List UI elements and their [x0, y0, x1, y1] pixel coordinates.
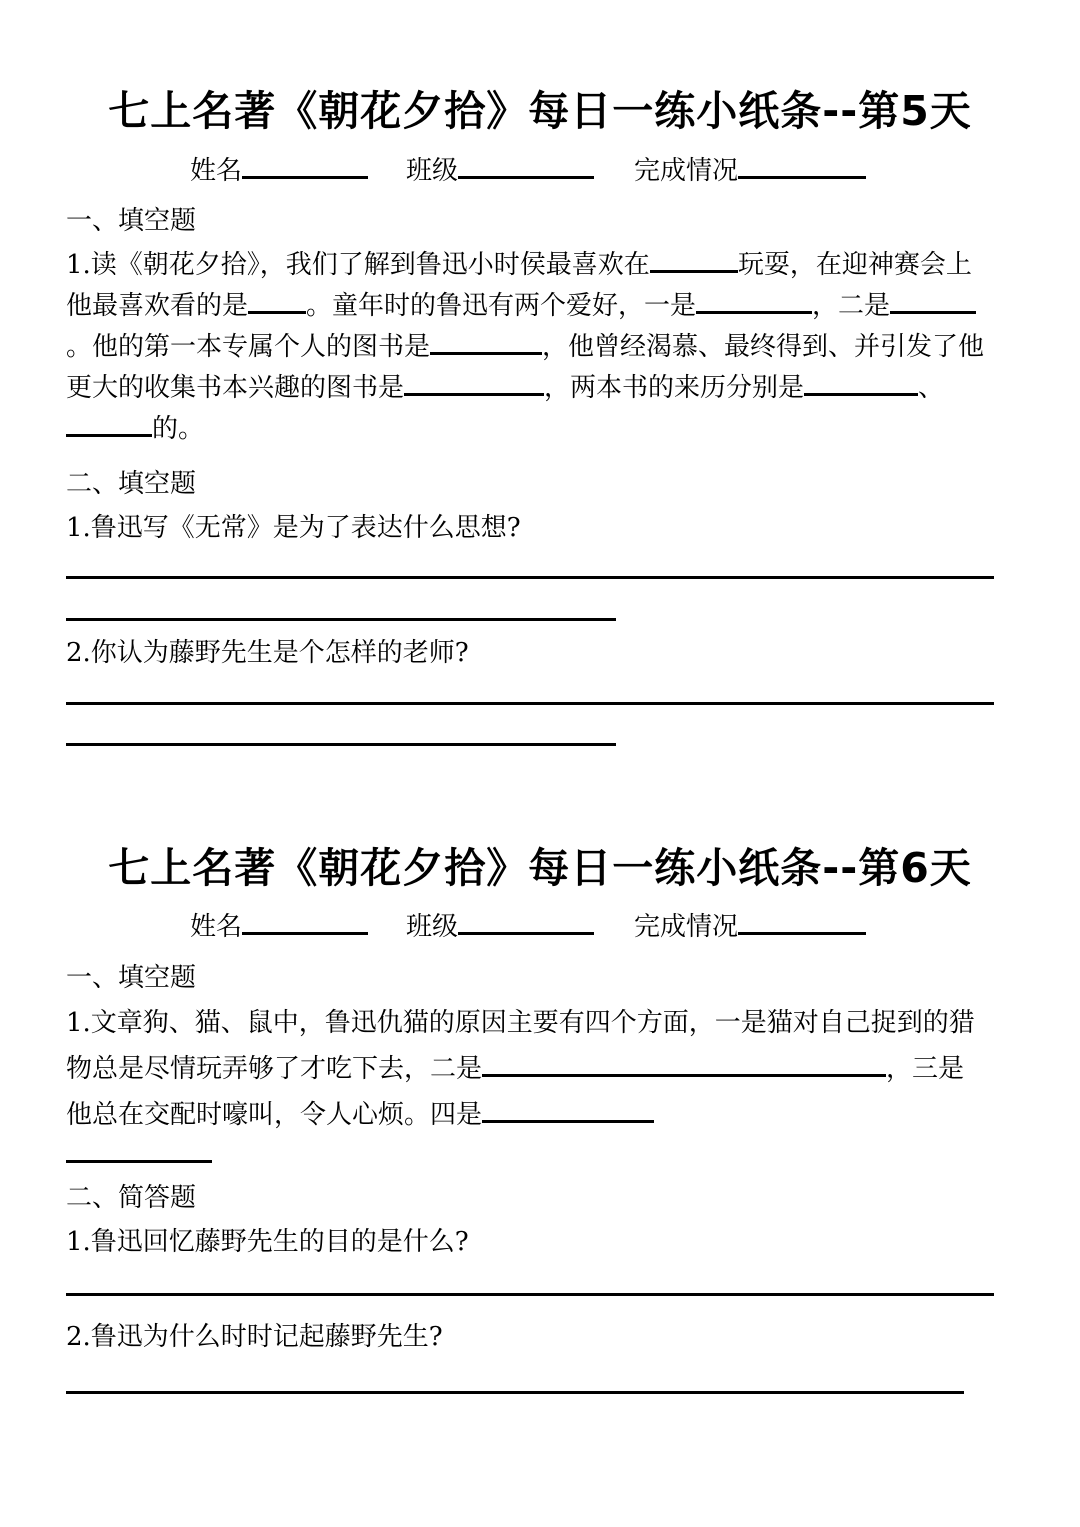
answer-line[interactable]: [66, 1160, 212, 1163]
q1-blank-reason2b[interactable]: [744, 1052, 886, 1077]
q1-text: 1.读《朝花夕拾》，我们了解到鲁迅小时侯最喜欢在: [66, 250, 650, 280]
sheet1-section2-heading: 二、填空题: [66, 469, 197, 499]
q1-blank-origin1[interactable]: [804, 371, 918, 396]
q1-blank-hobby1[interactable]: [696, 289, 754, 314]
q1-text: 。童年时的鲁迅有两个爱好，一是: [306, 291, 697, 321]
q1-text: 。他的第一本专属个人的图书是: [66, 332, 431, 362]
sheet2-status-field[interactable]: [634, 906, 866, 943]
name-label: 姓名: [190, 912, 243, 942]
q1-text: 玩耍，在迎神赛会上他最喜欢看的是: [66, 250, 972, 321]
q1-text: ，他曾经渴慕、最终得到、并引发了他更大的收集书本兴趣的图书是: [66, 332, 985, 403]
sheet1-class-field[interactable]: [406, 150, 594, 187]
q1-text: ，两本书的来历分别是: [544, 373, 805, 403]
answer-line[interactable]: [66, 1391, 964, 1394]
name-blank[interactable]: [242, 908, 368, 935]
sheet2-title: 七上名著《朝花夕拾》每日一练小纸条--第6天: [108, 844, 972, 892]
q1-blank-reason2[interactable]: [482, 1052, 744, 1077]
answer-line[interactable]: [66, 618, 616, 621]
status-label: 完成情况: [634, 912, 739, 942]
sheet1-section1-heading: 一、填空题: [66, 206, 197, 236]
sheet2-q1: [66, 1000, 986, 1138]
sheet1-question-fujino: 2.你认为藤野先生是个怎样的老师?: [66, 638, 469, 668]
answer-line[interactable]: [66, 1293, 994, 1296]
status-blank[interactable]: [738, 908, 866, 935]
q1-blank-reason4[interactable]: [482, 1098, 654, 1123]
q1-blank-play-place[interactable]: [650, 248, 738, 273]
sheet2-question-remember: 2.鲁迅为什么时时记起藤野先生?: [66, 1322, 443, 1352]
q1-text: 、: [918, 373, 945, 403]
name-label: 姓名: [190, 156, 243, 186]
name-blank[interactable]: [242, 152, 368, 179]
q1-text: ，三是他总在交配时嚎叫，令人心烦。四是: [66, 1054, 965, 1130]
status-blank[interactable]: [738, 152, 866, 179]
sheet2-question-purpose: 1.鲁迅回忆藤野先生的目的是什么?: [66, 1227, 469, 1257]
sheet1-status-field[interactable]: [634, 150, 866, 187]
sheet1-question-wuchang: 1.鲁迅写《无常》是为了表达什么思想?: [66, 513, 521, 543]
q1-blank-origin2[interactable]: [66, 412, 152, 437]
status-label: 完成情况: [634, 156, 739, 186]
class-blank[interactable]: [458, 152, 594, 179]
q1-blank-first-book[interactable]: [430, 330, 542, 355]
q1-blank-watch[interactable]: [248, 289, 306, 314]
sheet2-name-field[interactable]: [190, 906, 368, 943]
answer-line[interactable]: [66, 576, 994, 579]
sheet1-q1: [66, 245, 986, 450]
class-label: 班级: [406, 912, 459, 942]
sheet2-section1-heading: 一、填空题: [66, 963, 197, 993]
answer-line[interactable]: [66, 743, 616, 746]
q1-blank-hobby1b[interactable]: [754, 289, 812, 314]
answer-line[interactable]: [66, 702, 994, 705]
sheet1-title: 七上名著《朝花夕拾》每日一练小纸条--第5天: [108, 87, 972, 135]
q1-text: ，二是: [812, 291, 891, 321]
q1-blank-hobby2[interactable]: [890, 289, 976, 314]
class-blank[interactable]: [458, 908, 594, 935]
sheet2-class-field[interactable]: [406, 906, 594, 943]
q1-text: 的。: [152, 414, 205, 444]
sheet2-section2-heading: 二、简答题: [66, 1183, 197, 1213]
q1-text: 1.文章狗、猫、鼠中，鲁迅仇猫的原因主要有四个方面，一是猫对自己捉到的猎物总是尽情玩弄够了才吃下去，二是: [66, 1008, 975, 1084]
q1-blank-desired-book[interactable]: [404, 371, 544, 396]
class-label: 班级: [406, 156, 459, 186]
sheet1-name-field[interactable]: [190, 150, 368, 187]
